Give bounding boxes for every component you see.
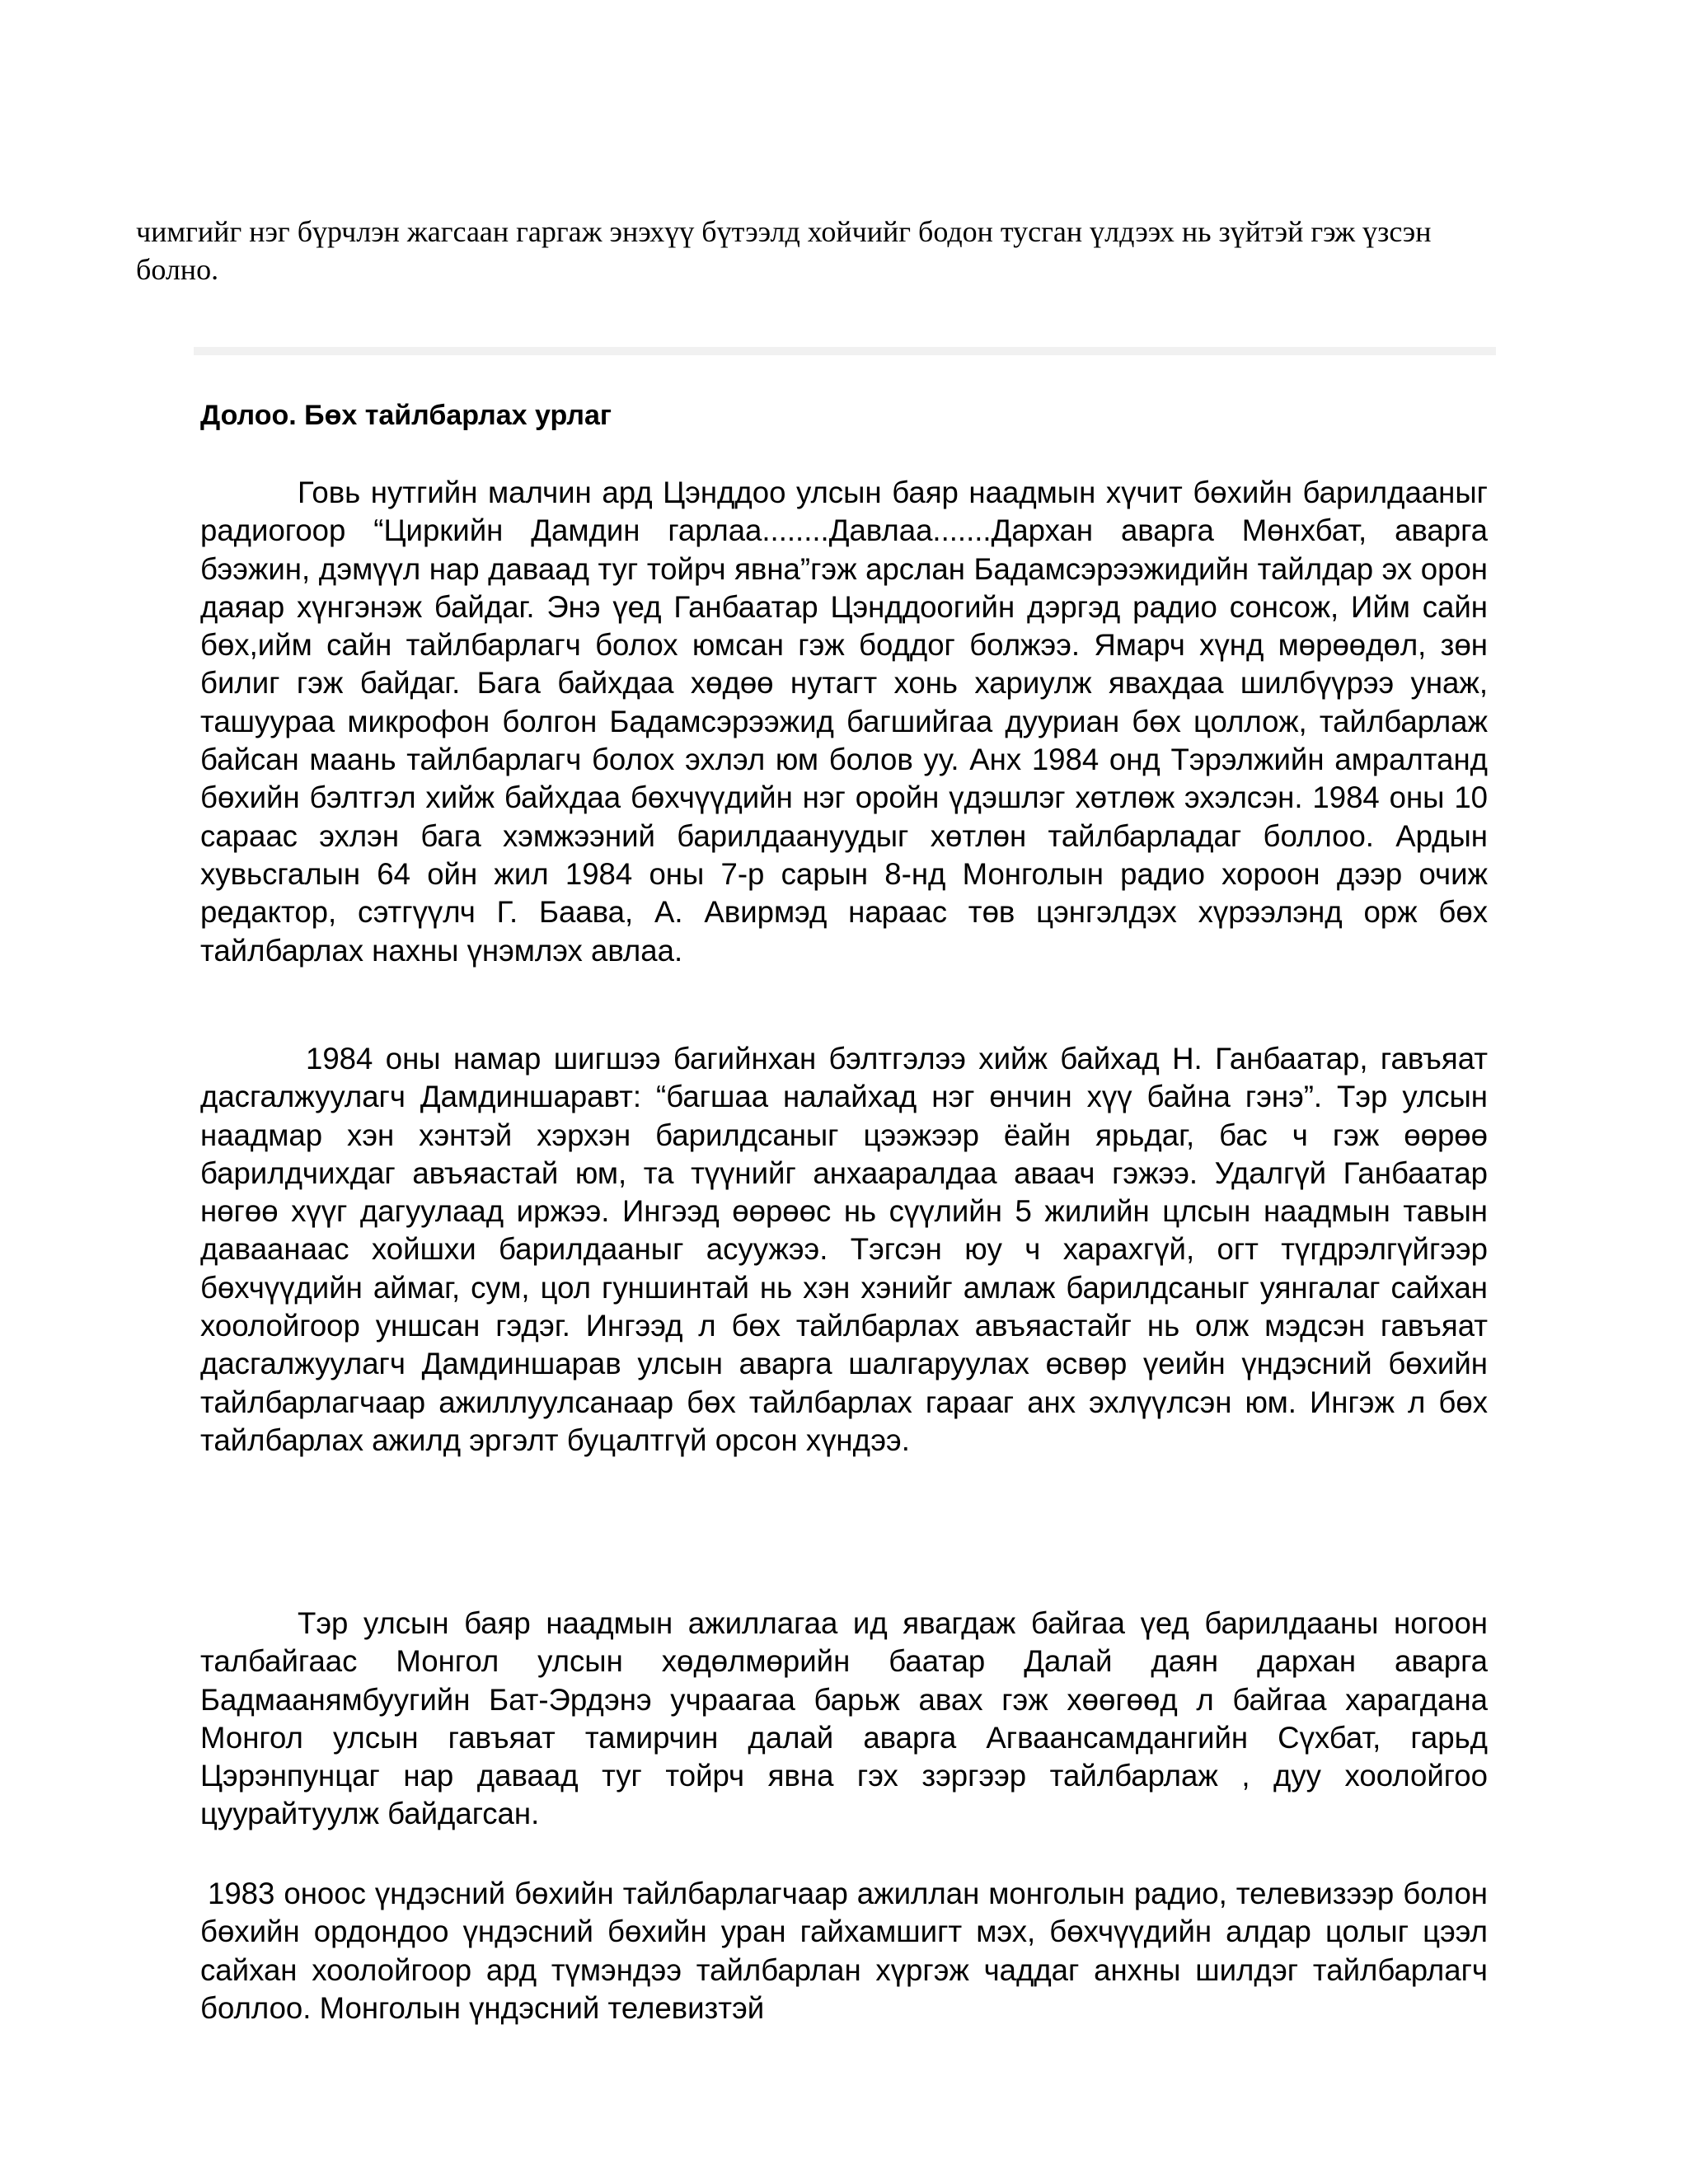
section-divider [194,347,1496,355]
intro-paragraph: чимгийг нэг бүрчлэн жагсаан гаргаж энэхүү бүтээлд хойчийг бодон тусган үлдээх нь зүйтэй гэж үзсэн болно. [136,215,1432,286]
body-paragraph: Тэр улсын баяр наадмын ажиллагаа ид явагдаж байгаа үед барилдааны ногоон талбайгаас Монгол улсын хөдөлмөрийн баатар Далай даян дархан аварга Бадмаанямбуугийн Бат-Эрдэнэ учраагаа барьж авах гэж хөөгөөд л байгаа харагдана Монгол улсын гавъяат тамирчин далай аварга Агваансамдангийн Сүхбат, гарьд Цэрэнпунцаг нар даваад туг тойрч явна гэх зэргээр тайлбарлаж , дуу хоолойгоо цуурайтуулж байдагсан. [200,1606,1488,1831]
body-paragraph: 1983 оноос үндэсний бөхийн тайлбарлагчаар ажиллан монголын радио, телевизээр болон бөхийн ордондоо үндэсний бөхийн уран гайхамшигт мэх, бөхчүүдийн алдар цолыг цээл сайхан хоолойгоор ард түмэндээ тайлбарлан хүргэж чаддаг анхны шилдэг тайлбарлагч боллоо. Монголын үндэсний телевизтэй [200,1877,1488,2025]
section-heading: Долоо. Бөх тайлбарлах урлаг [200,400,612,431]
body-paragraph: 1984 оны намар шигшээ багийнхан бэлтгэлээ хийж байхад Н. Ганбаатар, гавъяат дасгалжуулагч Дамдиншаравт: “багшаа налайхад нэг өнчин хүү байна гэнэ”. Тэр улсын наадмар хэн хэнтэй хэрхэн барилдсаныг цээжээр ёайн ярьдаг, бас ч гэж өөрөө барилдчихдаг авъяастай юм, та түүнийг анхааралдаа аваач гэжээ. Удалгүй Ганбаатар нөгөө хүүг дагуулаад иржээ. Ингээд өөрөөс нь сүүлийн 5 жилийн цлсын наадмын тавын даваанаас хойшхи барилдааныг асуужээ. Тэгсэн юу ч харахгүй, огт түгдрэлгүйгээр бөхчүүдийн аймаг, сум, цол гуншинтай нь хэн хэнийг амлаж барилдсаныг уянгалаг сайхан хоолойгоор уншсан гэдэг. Ингээд л бөх тайлбарлах авъяастайг нь олж мэдсэн гавъяат дасгалжуулагч Дамдиншарав улсын аварга шалгаруулах өсвөр үеийн үндэсний бөхийн тайлбарлагчаар ажиллуулсанаар бөх тайлбарлах гарааг анх эхлүүлсэн юм. Ингэж л бөх тайлбарлах ажилд эргэлт буцалтгүй орсон хүндээ. [200,1042,1488,1457]
body-paragraph: Говь нутгийн малчин ард Цэнддоо улсын баяр наадмын хүчит бөхийн барилдааныг радиогоор “Циркийн Дамдин гарлаа........Давлаа.......Дархан аварга Мөнхбат, аварга бээжин, дэмүүл нар даваад туг тойрч явна”гэж арслан Бадамсэрээжидийн тайлдар эх орон даяар хүнгэнэж байдаг. Энэ үед Ганбаатар Цэнддоогийн дэргэд радио сонсож, Ийм сайн бөх,ийм сайн тайлбарлагч болох юмсан гэж боддог болжээ. Ямарч хүнд мөрөөдөл, зөн билиг гэж байдаг. Бага байхдаа хөдөө нутагт хонь хариулж явахдаа шилбүүрээ унаж, ташуураа микрофон болгон Бадамсэрээжид багшийгаа дууриан бөх цоллож, тайлбарлаж байсан маань тайлбарлагч болох эхлэл юм болов уу. Анх 1984 онд Тэрэлжийн амралтанд бөхийн бэлтгэл хийж байхдаа бөхчүүдийн нэг оройн үдэшлэг хөтлөж эхэлсэн. 1984 оны 10 сараас эхлэн бага хэмжээний барилдаануудыг хөтлөн тайлбарладаг боллоо. Ардын хувьсгалын 64 ойн жил 1984 оны 7-р сарын 8-нд Монголын радио хороон дээр очиж редактор, сэтгүүлч Г. Баава, А. Авирмэд нараас төв цэнгэлдэх хүрээлэнд орж бөх тайлбарлах нахны үнэмлэх авлаа. [200,476,1488,968]
